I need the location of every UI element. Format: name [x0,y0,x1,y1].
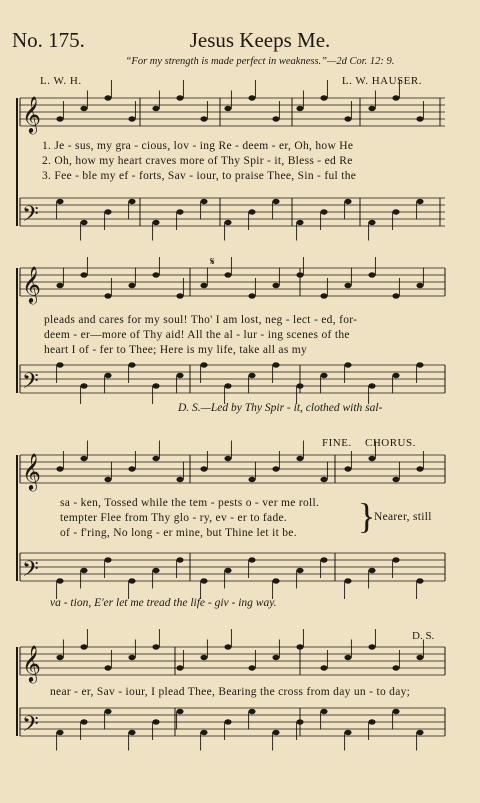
lyric-line: tempter Flee from Thy glo - ry, ev - er to fade. [60,512,288,524]
note-head [224,456,231,461]
note-head [392,209,399,214]
brace: } [358,496,376,536]
hymn-title: Jesus Keeps Me. [189,28,331,52]
note-head [176,209,183,214]
note-head [200,283,207,288]
note-head [104,373,111,378]
note-head [272,730,279,735]
note-head [320,95,327,100]
note-head [104,477,111,482]
lyric-line: 1. Je - sus, my gra - cious, lov - ing Re - deem - er, Oh, how He [42,140,354,152]
note-head [416,655,423,660]
note-head [368,644,375,649]
segno-sign: 𝄋 [210,256,215,268]
note-head [296,106,303,111]
note-head [200,466,207,471]
chorus-label: CHORUS. [365,437,416,449]
note-head [224,383,231,388]
note-head [368,106,375,111]
lyric-line: 3. Fee - ble my ef - forts, Sav - iour, to praise Thee, Sin - ful the [42,170,357,182]
note-head [344,199,351,204]
note-head [176,665,183,670]
music-credit: L. W. HAUSER. [341,75,422,87]
note-head [104,293,111,298]
hymn-number: No. 175. [12,28,85,52]
note-head [200,578,207,583]
note-head [128,655,135,660]
note-head [80,568,87,573]
note-head [56,578,63,583]
note-head [200,730,207,735]
note-head [56,362,63,367]
treble-clef: 𝄞 [22,644,41,682]
note-head [176,95,183,100]
note-head [224,568,231,573]
note-head [128,116,135,121]
note-head [152,272,159,277]
note-head [248,95,255,100]
note-head [56,655,63,660]
note-head [272,362,279,367]
note-head [416,466,423,471]
note-head [248,209,255,214]
note-head [224,719,231,724]
note-head [368,220,375,225]
note-head [224,220,231,225]
note-head [152,383,159,388]
note-head [272,655,279,660]
note-head [56,199,63,204]
note-head [152,644,159,649]
note-head [152,456,159,461]
note-head [344,578,351,583]
note-head [272,116,279,121]
note-head [392,373,399,378]
chorus-lyric: Nearer, still [374,511,432,523]
note-head [176,477,183,482]
note-head [392,293,399,298]
note-head [200,655,207,660]
note-head [296,644,303,649]
note-head [392,557,399,562]
treble-clef: 𝄞 [22,265,41,303]
note-head [104,209,111,214]
note-head [320,477,327,482]
note-head [248,709,255,714]
note-head [128,730,135,735]
note-head [152,719,159,724]
note-head [416,362,423,367]
note-head [200,199,207,204]
note-head [128,362,135,367]
note-head [176,709,183,714]
note-head [80,456,87,461]
lyric-line: 2. Oh, how my heart craves more of Thy Spir - it, Bless - ed Re [42,155,353,167]
note-head [296,456,303,461]
note-head [320,209,327,214]
note-head [392,665,399,670]
lyric-line: sa - ken, Tossed while the tem - pests o - ver me roll. [60,497,320,509]
note-head [392,95,399,100]
bass-clef: 𝄢 [22,369,39,399]
treble-clef: 𝄞 [22,95,41,133]
note-head [368,456,375,461]
bass-clef: 𝄢 [22,712,39,742]
note-head [416,578,423,583]
note-head [320,373,327,378]
note-head [392,477,399,482]
note-head [80,383,87,388]
lyric-line: pleads and cares for my soul! Tho' I am lost, neg - lect - ed, for- [44,314,358,326]
note-head [296,272,303,277]
note-head [176,373,183,378]
note-head [272,199,279,204]
lyric-line: near - er, Sav - iour, I plead Thee, Bearing the cross from day un - to day; [50,686,411,698]
dal-segno-lyric: D. S.—Led by Thy Spir - it, clothed with sal- [178,402,383,414]
note-head [80,106,87,111]
note-head [200,116,207,121]
note-head [416,199,423,204]
note-head [344,730,351,735]
note-head [416,730,423,735]
note-head [320,665,327,670]
fine-label: FINE. [322,437,352,449]
note-head [344,116,351,121]
note-head [104,557,111,562]
note-head [80,272,87,277]
note-head [80,719,87,724]
lyric-line: of - f'ring, No long - er mine, but Thine let it be. [60,527,297,539]
note-head [200,362,207,367]
note-head [224,106,231,111]
note-head [152,568,159,573]
note-head [272,466,279,471]
note-head [104,665,111,670]
scripture-epigraph: “For my strength is made perfect in weakness.”—2d Cor. 12: 9. [125,56,395,67]
ds-label: D. S. [412,630,435,642]
note-head [224,644,231,649]
note-head [248,557,255,562]
note-head [248,665,255,670]
note-head [320,709,327,714]
note-head [176,557,183,562]
lyric-line: heart I of - fer to Thee; Here is my life, take all as my [44,344,308,356]
note-head [56,116,63,121]
dal-segno-lyric: va - tion, E'er let me tread the life - giv - ing way. [50,597,277,609]
lyric-line: deem - er—more of Thy aid! All the al - lur - ing scenes of the [44,329,350,341]
note-head [128,578,135,583]
note-head [176,293,183,298]
note-head [56,466,63,471]
note-head [296,220,303,225]
note-head [368,272,375,277]
note-head [272,283,279,288]
note-head [104,95,111,100]
note-head [128,466,135,471]
note-head [416,116,423,121]
note-head [80,220,87,225]
note-head [56,730,63,735]
note-head [248,373,255,378]
note-head [344,466,351,471]
note-head [128,199,135,204]
note-head [344,283,351,288]
note-head [344,362,351,367]
note-head [320,557,327,562]
note-head [56,283,63,288]
note-head [224,272,231,277]
note-head [248,293,255,298]
note-head [368,568,375,573]
words-credit: L. W. H. [40,75,82,87]
note-head [368,383,375,388]
note-head [248,477,255,482]
note-head [128,283,135,288]
note-head [392,709,399,714]
note-head [320,293,327,298]
note-head [344,655,351,660]
note-head [80,644,87,649]
bass-clef: 𝄢 [22,557,39,587]
note-head [296,568,303,573]
note-head [152,106,159,111]
note-head [416,283,423,288]
bass-clef: 𝄢 [22,202,39,232]
note-head [296,383,303,388]
note-head [272,578,279,583]
note-head [104,709,111,714]
note-head [152,220,159,225]
note-head [368,719,375,724]
note-head [296,719,303,724]
treble-clef: 𝄞 [22,452,41,490]
